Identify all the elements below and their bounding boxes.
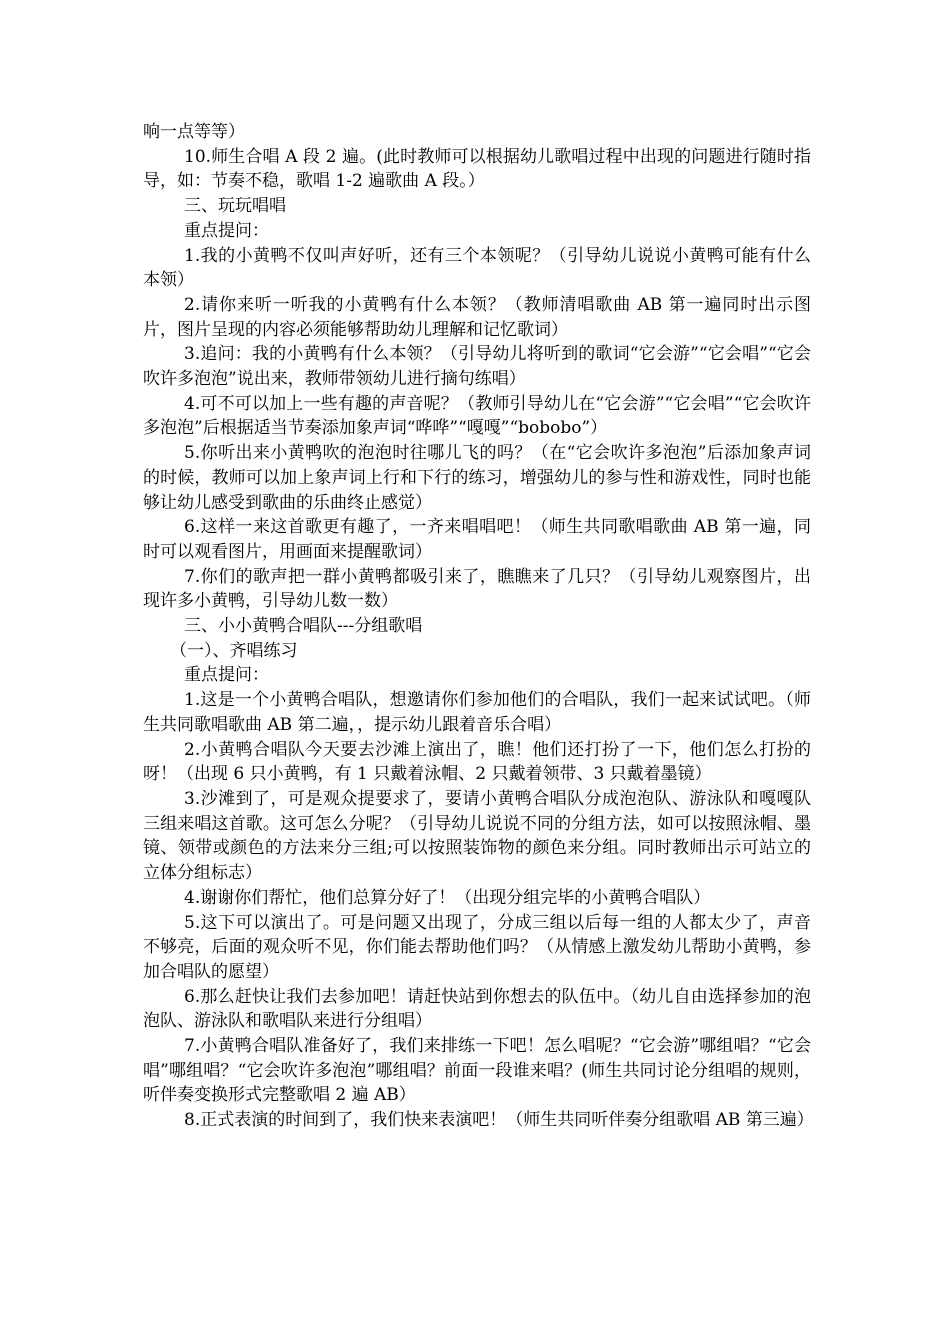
paragraph: 三、玩玩唱唱 [184,196,286,217]
paragraph: 6.那么赶快让我们去参加吧！请赶快站到你想去的队伍中。（幼儿自由选择参加的泡泡队、游泳队和歌唱队来进行分组唱） [143,986,811,1032]
paragraph: 4.可不可以加上一些有趣的声音呢？（教师引导幼儿在“它会游”“它会唱”“它会吹许多泡泡”后根据适当节奏添加象声词“哗哗”“嘎嘎”“bobobo”） [143,393,811,439]
paragraph: 1.我的小黄鸭不仅叫声好听，还有三个本领呢？（引导幼儿说说小黄鸭可能有什么本领） [143,245,811,291]
paragraph: 重点提问： [184,220,269,241]
paragraph: 响一点等等） [143,122,245,142]
paragraph: 2.请你来听一听我的小黄鸭有什么本领？（教师清唱歌曲 AB 第一遍同时出示图片，图片呈现的内容必须能够帮助幼儿理解和记忆歌词） [143,294,811,340]
paragraph: 6.这样一来这首歌更有趣了，一齐来唱唱吧！（师生共同歌唱歌曲 AB 第一遍，同时可以观看图片，用画面来提醒歌词） [143,517,811,562]
paragraph: 10.师生合唱 A 段 2 遍。(此时教师可以根据幼儿歌唱过程中出现的问题进行随时指导，如：节奏不稳，歌唱 1-2 遍歌曲 A 段。） [143,146,811,192]
paragraph: 1.这是一个小黄鸭合唱队，想邀请你们参加他们的合唱队，我们一起来试试吧。（师生共同歌唱歌曲 AB 第二遍，，提示幼儿跟着音乐合唱） [143,690,811,735]
paragraph: 3.追问：我的小黄鸭有什么本领？（引导幼儿将听到的歌词“它会游”“它会唱”“它会吹许多泡泡”说出来，教师带领幼儿进行摘句练唱） [143,344,811,390]
document-page [143,120,814,1133]
paragraph: 重点提问： [184,665,269,686]
paragraph: 5.这下可以演出了。可是问题又出现了，分成三组以后每一组的人都太少了，声音不够亮，后面的观众听不见，你们能去帮助他们吗？（从情感上激发幼儿帮助小黄鸭，参加合唱队的愿望） [143,912,811,982]
paragraph: 8.正式表演的时间到了，我们快来表演吧！（师生共同听伴奏分组歌唱 AB 第三遍） [184,1110,814,1131]
paragraph: 7.小黄鸭合唱队准备好了，我们来排练一下吧！怎么唱呢？“它会游”哪组唱？“它会唱”哪组唱？“它会吹许多泡泡”哪组唱？前面一段谁来唱？(师生共同讨论分组唱的规则，听伴奏变换形式完整歌唱 2 遍 AB） [143,1036,811,1106]
paragraph: 3.沙滩到了，可是观众提要求了，要请小黄鸭合唱队分成泡泡队、游泳队和嘎嘎队三组来唱这首歌。这可怎么分呢？（引导幼儿说说不同的分组方法，如可以按照泳帽、墨镜、领带或颜色的方法来分三组;可以按照装饰物的颜色来分组。同时教师出示可站立的立体分组标志） [143,788,811,884]
paragraph: （一）、齐唱练习 [170,640,298,661]
paragraph: 三、小小黄鸭合唱队---分组歌唱 [184,616,423,637]
paragraph: 2.小黄鸭合唱队今天要去沙滩上演出了，瞧！他们还打扮了一下，他们怎么打扮的呀！（出现 6 只小黄鸭，有 1 只戴着泳帽、2 只戴着领带、3 只戴着墨镜） [143,739,811,785]
paragraph: 4.谢谢你们帮忙，他们总算分好了！（出现分组完毕的小黄鸭合唱队） [184,887,711,908]
paragraph: 5.你听出来小黄鸭吹的泡泡时往哪儿飞的吗？（在“它会吹许多泡泡”后添加象声词的时候，教师可以加上象声词上行和下行的练习，增强幼儿的参与性和游戏性，同时也能够让幼儿感受到歌曲的乐曲终止感觉） [143,443,811,513]
paragraph: 7.你们的歌声把一群小黄鸭都吸引来了，瞧瞧来了几只？（引导幼儿观察图片，出现许多小黄鸭，引导幼儿数一数） [143,566,811,612]
